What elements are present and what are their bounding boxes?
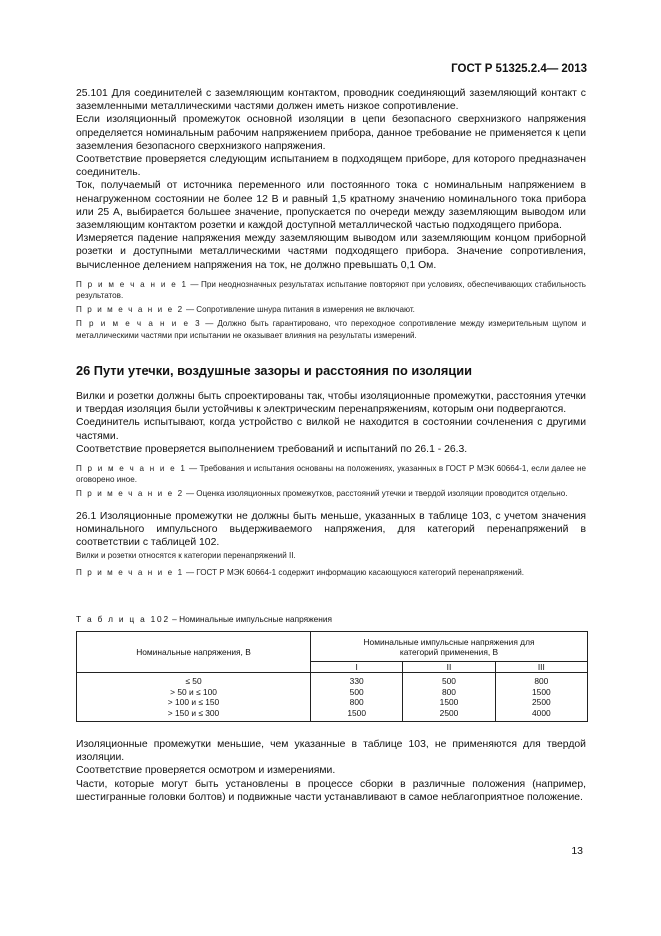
note-text: — При неоднозначных результатах испытание повторяют при условиях, обеспечивающих стабильность результатов.	[76, 279, 586, 301]
table-subheader-cell: II	[403, 662, 495, 673]
note-label: П р и м е ч а н и е 1	[76, 279, 188, 289]
cell-value: 2500	[439, 707, 459, 718]
table-cell	[403, 673, 495, 722]
paragraph: Соответствие проверяется следующим испытанием в подходящем приборе, для которого предназначен соединитель.	[76, 154, 586, 179]
table-subheader-cell: III	[495, 662, 587, 673]
after-table-body	[76, 738, 586, 804]
cell-value: 500	[349, 686, 364, 697]
note-label: П р и м е ч а н и е 3	[76, 319, 202, 329]
note-label: П р и м е ч а н и е 1	[76, 464, 187, 474]
paragraph: Соответствие проверяется осмотром и измерениями.	[76, 765, 336, 777]
cell-value: 1500	[347, 707, 366, 718]
cell-value: 1500	[439, 697, 459, 707]
cell-value: 800	[349, 697, 364, 707]
note-text: — ГОСТ Р МЭК 60664-1 содержит информацию касающуюся категорий перенапряжений.	[183, 568, 525, 578]
paragraph: Изоляционные промежутки меньшие, чем указанные в таблице 103, не применяются для твердой изоляции.	[76, 739, 586, 764]
cell-value: 800	[441, 686, 456, 697]
paragraph: Если изоляционный промежуток основной изоляции в цепи безопасного сверхнизкого напряжения определяется номинальным рабочим напряжением прибора, данное требование не применяется к цепи заземления безопасного сверхнизкого напряжения.	[76, 114, 586, 152]
section-26-body	[76, 390, 586, 579]
note	[76, 318, 586, 340]
paragraph: 26.1 Изоляционные промежутки не должны быть меньше, указанных в таблице 103, с учетом значения номинального импульсного выдерживаемого напряжения, для категорий перенапряжений в соответствии с таблицей 102.	[76, 510, 586, 549]
cell-value: 500	[441, 676, 456, 686]
paragraph: Части, которые могут быть установлены в процессе сборки в различные положения (например, шестигранные головки болтов) и подвижные части устанавливают в самое неблагоприятное положение.	[76, 778, 586, 803]
paragraph: Ток, получаемый от источника переменного или постоянного тока с номинальным напряжением в ненагруженном состоянии не более 12 В и равный 1,5 кратному значению номинального тока прибора или 25 А, выбирается большее значение, пропускается по очереди между заземляющим выводом или заземляющим контактом розетки и каждой доступной металлической частью подходящего прибора.	[76, 180, 586, 232]
note-text: — Должно быть гарантировано, что переходное сопротивление между измерительным щупом и металлическими частями при испытании не оказывает влияния на результаты измерений.	[76, 319, 586, 340]
note-label: П р и м е ч а н и е 2	[76, 305, 184, 315]
note	[76, 488, 586, 499]
section-heading: 26 Пути утечки, воздушные зазоры и расстояния по изоляции	[76, 363, 472, 378]
table-cell	[495, 673, 587, 722]
section-25-body	[76, 87, 586, 341]
table-title	[76, 614, 332, 624]
cell-value: 2500	[532, 697, 551, 707]
cell-value: > 50 и ≤ 100	[170, 686, 217, 697]
impulse-voltage-table	[76, 631, 588, 722]
cell-value: 4000	[532, 707, 551, 718]
paragraph: 25.101 Для соединителей с заземляющим контактом, проводник соединяющий заземляющий контакт с заземленными металлическими частями должен иметь низкое сопротивление.	[76, 88, 586, 113]
table-cell	[311, 673, 403, 722]
note-text: — Оценка изоляционных промежутков, расстояний утечки и твердой изоляции проводится отдельно.	[183, 489, 568, 499]
table-caption: – Номинальные импульсные напряжения	[169, 614, 333, 624]
note-label: П р и м е ч а н и е 1	[76, 568, 184, 578]
document-header: ГОСТ Р 51325.2.4— 2013	[451, 63, 587, 75]
cell-value: 330	[349, 676, 364, 686]
paragraph: Соединитель испытывают, когда устройство с вилкой не находится в состоянии сочленения с другими частями.	[76, 417, 586, 442]
note	[76, 567, 586, 578]
cell-value: 800	[534, 676, 549, 686]
cell-value: ≤ 50	[185, 676, 202, 686]
table-cell	[77, 673, 311, 722]
paragraph-small: Вилки и розетки относятся к категории перенапряжений II.	[76, 551, 296, 561]
table-label: Т а б л и ц а 102	[76, 614, 170, 624]
paragraph: Измеряется падение напряжения между заземляющим выводом или заземляющим концом приборной розетки и доступными металлическими частями подходящего прибора. Значение сопротивления, вычисленное делением напряжения на ток, не должно превышать 0,1 Ом.	[76, 233, 586, 271]
cell-value: 1500	[532, 686, 551, 697]
note-text: — Требования и испытания основаны на положениях, указанных в ГОСТ Р МЭК 60664-1, если далее не оговорено иное.	[76, 464, 586, 485]
paragraph: Вилки и розетки должны быть спроектированы так, чтобы изоляционные промежутки, расстояния утечки и твердая изоляция были устойчивы к электрическим перенапряжениям, которым они подвергаются.	[76, 391, 586, 416]
table-subheader-cell: I	[311, 662, 403, 673]
note-text: — Сопротивление шнура питания в измерения не включают.	[183, 305, 415, 315]
page-number: 13	[571, 845, 583, 857]
table-group-header: Номинальные импульсные напряжения для категорий применения, В	[311, 632, 588, 662]
note-label: П р и м е ч а н и е 2	[76, 489, 184, 499]
note	[76, 304, 586, 315]
cell-value: > 100 и ≤ 150	[167, 697, 220, 707]
note	[76, 279, 586, 301]
table-header-cell: Номинальные напряжения, В	[77, 632, 311, 673]
paragraph: Соответствие проверяется выполнением требований и испытаний по 26.1 - 26.3.	[76, 443, 468, 455]
cell-value: > 150 и ≤ 300	[167, 707, 220, 718]
note	[76, 463, 586, 485]
